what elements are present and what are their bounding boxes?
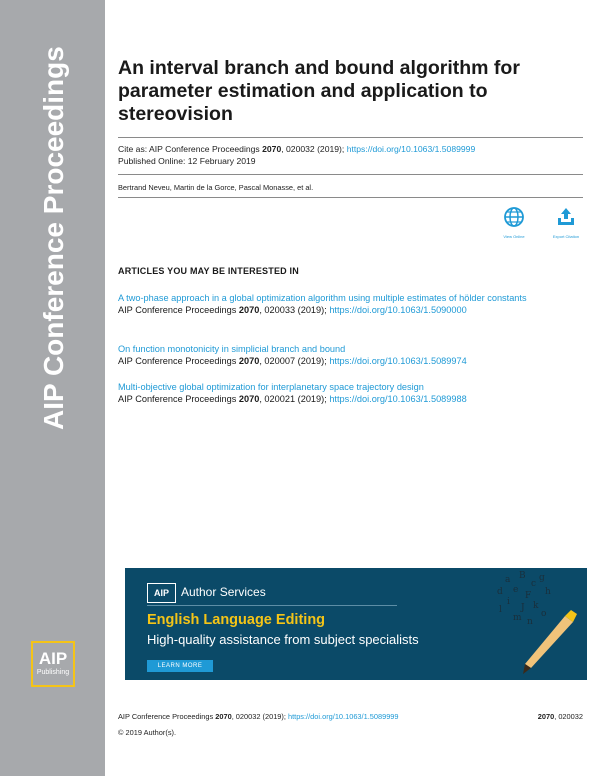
related-article-citation: AIP Conference Proceedings 2070, 020021 (2019); https://doi.org/10.1063/1.5089988 xyxy=(118,394,467,404)
svg-text:c: c xyxy=(531,579,537,589)
citation: Cite as: AIP Conference Proceedings 2070, 020032 (2019); https://doi.org/10.1063/1.5089999 xyxy=(118,144,476,154)
paper-title: An interval branch and bound algorithm for parameter estimation and application to stereovision xyxy=(118,57,520,125)
svg-text:B: B xyxy=(519,571,526,581)
divider xyxy=(118,137,583,138)
aip-publishing-logo[interactable] xyxy=(31,641,75,687)
related-article-title[interactable]: A two-phase approach in a global optimization algorithm using multiple estimates of hölder constants xyxy=(118,293,527,303)
ad-heading: English Language Editing xyxy=(147,612,326,628)
related-article-title[interactable]: On function monotonicity in simplicial branch and bound xyxy=(118,344,346,354)
footer-page-ref: 2070, 020032 xyxy=(537,712,583,721)
svg-text:e: e xyxy=(513,585,519,595)
svg-text:i: i xyxy=(507,597,510,607)
related-article-citation: AIP Conference Proceedings 2070, 020007 (2019); https://doi.org/10.1063/1.5089974 xyxy=(118,356,467,366)
globe-icon xyxy=(503,206,525,228)
export-icon xyxy=(555,206,577,228)
published-date: Published Online: 12 February 2019 xyxy=(118,156,256,166)
journal-name: AIP Conference Proceedings xyxy=(38,46,69,430)
ad-aip-logo: AIP xyxy=(147,583,176,603)
svg-text:k: k xyxy=(533,601,539,611)
footer-citation: AIP Conference Proceedings 2070, 020032 (2019); https://doi.org/10.1063/1.5089999 xyxy=(118,712,399,721)
svg-text:l: l xyxy=(499,605,502,615)
svg-text:n: n xyxy=(527,617,533,627)
svg-text:a: a xyxy=(505,575,511,585)
sidebar xyxy=(0,0,105,776)
footer-doi-link[interactable]: https://doi.org/10.1063/1.5089999 xyxy=(287,712,399,721)
related-article-citation: AIP Conference Proceedings 2070, 020033 (2019); https://doi.org/10.1063/1.5090000 xyxy=(118,305,467,315)
learn-more-button[interactable]: LEARN MORE xyxy=(147,660,213,672)
svg-text:g: g xyxy=(539,573,545,583)
svg-text:h: h xyxy=(545,587,551,597)
divider xyxy=(118,174,583,175)
logo-subtext: Publishing xyxy=(36,669,70,676)
pen-letters-illustration xyxy=(427,568,587,680)
svg-text:o: o xyxy=(541,609,547,619)
authors: Bertrand Neveu, Martin de la Gorce, Pascal Monasse, et al. xyxy=(118,183,314,192)
svg-text:J: J xyxy=(521,603,525,613)
svg-text:m: m xyxy=(513,613,522,623)
divider xyxy=(118,197,583,198)
view-online-label: View Online xyxy=(503,234,525,239)
related-article-doi[interactable]: https://doi.org/10.1063/1.5090000 xyxy=(329,305,467,315)
related-article-doi[interactable]: https://doi.org/10.1063/1.5089974 xyxy=(329,356,467,366)
ad-divider xyxy=(147,605,397,606)
related-article xyxy=(118,381,583,406)
svg-text:d: d xyxy=(497,587,503,597)
related-article-title[interactable]: Multi-objective global optimization for interplanetary space trajectory design xyxy=(118,382,424,392)
related-article-doi[interactable]: https://doi.org/10.1063/1.5089988 xyxy=(329,394,467,404)
svg-text:F: F xyxy=(525,591,532,601)
export-citation-button[interactable] xyxy=(546,206,586,239)
view-online-button[interactable] xyxy=(494,206,534,239)
copyright: © 2019 Author(s). xyxy=(118,728,177,737)
related-article xyxy=(118,343,583,368)
ad-services-label: Author Services xyxy=(181,585,266,599)
export-citation-label: Export Citation xyxy=(552,234,580,239)
section-heading: ARTICLES YOU MAY BE INTERESTED IN xyxy=(118,266,299,276)
ad-subheading: High-quality assistance from subject specialists xyxy=(147,632,419,647)
paper-doi-link[interactable]: https://doi.org/10.1063/1.5089999 xyxy=(346,144,476,154)
logo-text: AIP xyxy=(38,649,68,668)
author-services-ad[interactable] xyxy=(125,568,587,680)
related-article xyxy=(118,292,583,317)
